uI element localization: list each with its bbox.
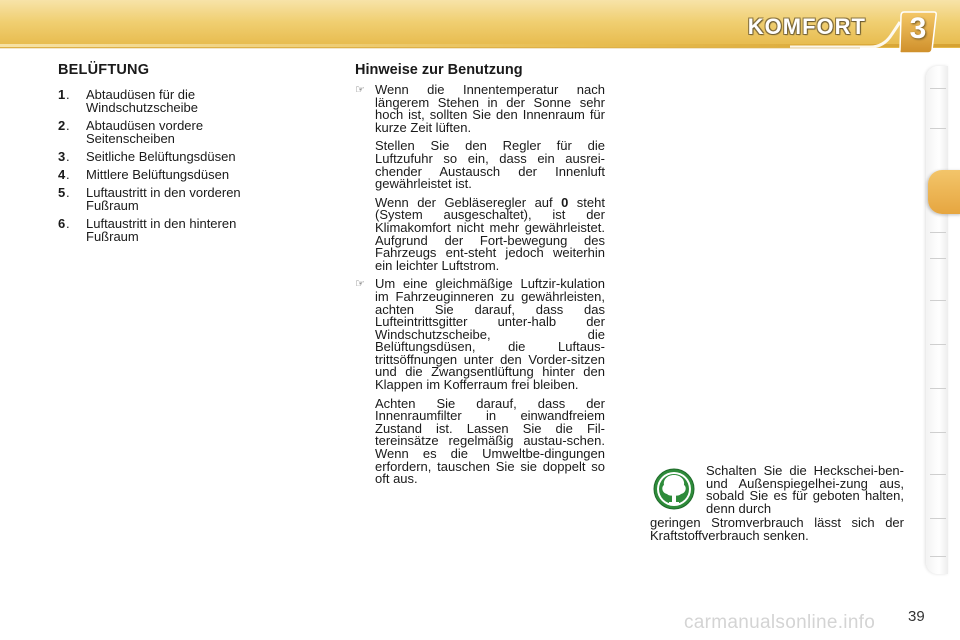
tab-divider (930, 258, 946, 259)
legend-number: 4 (58, 167, 66, 182)
legend-separator: . (66, 185, 70, 200)
hint-text: Um eine gleichmäßige Luftzir-kulation im Fahrzeuginneren zu gewährleisten, achten Sie darauf, dass das Lufteintrittsgitter unter-halb der Windschutzscheibe, die Belüftungsdüsen, die Luftaus-trittsöffnungen unter den Vorder-sitzen und die Zwangsentlüftung hinter den Klappen im Kofferraum frei bleiben. (375, 276, 605, 393)
eco-tip-text: Schalten Sie die Heckschei-ben- und Außenspiegelhei-zung aus, sobald Sie es für geboten halten, denn durch (706, 463, 904, 516)
legend-number: 3 (58, 149, 66, 164)
hint-paragraph (355, 140, 605, 190)
hint-text: Stellen Sie den Regler für die Luftzufuhr so ein, dass ein ausrei-chender Austausch der Innenluft gewährleistet ist. (375, 138, 605, 192)
tab-divider (930, 474, 946, 475)
legend-item (58, 186, 288, 212)
tab-divider (930, 344, 946, 345)
legend-number: 2 (58, 118, 66, 133)
hint-text: steht (System ausgeschaltet), ist der Klimakomfort nicht mehr gewährleistet. Aufgrund der Fort-bewegung des Fahrzeugs ent-steht jedoch weiterhin ein leichter Luftstrom. (375, 194, 605, 273)
legend-separator: . (66, 118, 70, 133)
legend-item (58, 150, 288, 163)
legend-text: Mittlere Belüftungsdüsen (86, 167, 230, 182)
hint-text: Wenn die Innentemperatur nach längerem Stehen in der Sonne sehr hoch ist, sollten Sie den Innenraum für kurze Zeit lüften. (375, 82, 605, 135)
tab-divider (930, 518, 946, 519)
hint-text: Wenn der Gebläseregler auf (375, 194, 562, 210)
section-title-belueftung: BELÜFTUNG (58, 62, 150, 78)
ventilation-legend (58, 88, 288, 248)
legend-separator: . (66, 167, 70, 182)
chapter-number: 3 (909, 12, 927, 45)
chapter-tab-active[interactable] (928, 170, 960, 214)
hint-paragraph (355, 84, 605, 134)
legend-separator: . (66, 216, 70, 231)
hint-paragraph (355, 194, 605, 273)
section-title-hinweise: Hinweise zur Benutzung (355, 62, 523, 78)
legend-text: Abtaudüsen für die Windschutzscheibe (86, 87, 198, 115)
tab-divider (930, 556, 946, 557)
tab-divider (930, 128, 946, 129)
tree-icon (653, 468, 695, 510)
legend-item (58, 88, 288, 114)
legend-text: Luftaustritt in den vorderen Fußraum (86, 185, 241, 213)
tab-divider (930, 300, 946, 301)
legend-number: 1 (58, 87, 66, 102)
pointing-hand-icon: ☞ (355, 277, 365, 291)
legend-separator: . (66, 149, 70, 164)
legend-item (58, 119, 288, 145)
pointing-hand-icon: ☞ (355, 83, 365, 96)
legend-text: Abtaudüsen vordere Seitenscheiben (86, 118, 204, 146)
tab-divider (930, 88, 946, 89)
tab-divider (930, 232, 946, 233)
legend-text: Seitliche Belüftungsdüsen (86, 149, 236, 164)
hint-paragraph (355, 395, 605, 487)
watermark: carmanualsonline.info (684, 612, 876, 633)
chapter-tab-strip (926, 66, 948, 574)
hint-bold-value: 0 (561, 194, 569, 210)
legend-item (58, 217, 288, 243)
page-number: 39 (908, 608, 925, 625)
hint-text: Achten Sie darauf, dass der Innenraumfilter in einwandfreiem Zustand ist. Lassen Sie die Fil-tereinsätze regelmäßig austau-schen. Wenn es die Umweltbe-dingungen erfordern, tauschen Sie sie doppelt so oft aus. (375, 395, 605, 487)
legend-number: 6 (58, 216, 66, 231)
legend-number: 5 (58, 185, 66, 200)
legend-text: Luftaustritt in den hinteren Fußraum (86, 216, 237, 244)
tab-divider (930, 388, 946, 389)
tab-divider (930, 432, 946, 433)
usage-hints (355, 84, 605, 492)
hint-paragraph (355, 278, 605, 391)
eco-tip-text-continued: geringen Stromverbrauch lässt sich der Kraftstoffverbrauch senken. (650, 515, 904, 543)
legend-separator: . (66, 87, 70, 102)
legend-item (58, 168, 288, 181)
chapter-title: KOMFORT (747, 14, 866, 39)
